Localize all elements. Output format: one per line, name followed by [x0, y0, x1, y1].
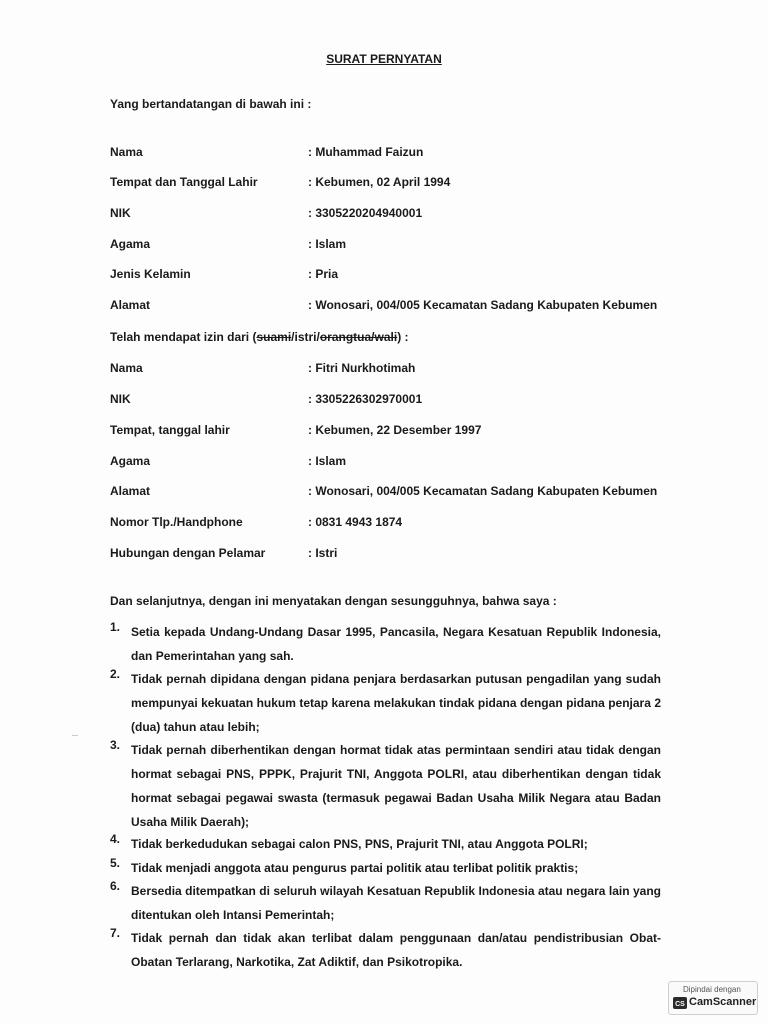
field-label: Tempat dan Tanggal Lahir: [110, 175, 258, 189]
camscanner-badge: [668, 981, 758, 1015]
field-value: : 0831 4943 1874: [308, 515, 403, 529]
person-row-religion: [110, 237, 670, 253]
person-row-address: [110, 298, 670, 314]
item-number: 2.: [110, 667, 121, 681]
field-value: : Wonosari, 004/005 Kecamatan Sadang Kabupaten Kebumen: [308, 484, 658, 498]
spouse-row-religion: [110, 454, 670, 470]
struck-option-suami: suami: [256, 330, 292, 344]
spouse-row-birth: [110, 423, 670, 439]
permission-prefix: Telah mendapat izin dari (: [110, 330, 257, 344]
logo-text: CS: [675, 1001, 685, 1008]
spouse-row-phone: [110, 515, 670, 531]
permission-suffix: ) :: [397, 330, 409, 344]
item-text: Setia kepada Undang-Undang Dasar 1995, Pancasila, Negara Kesatuan Republik Indonesia, dan Pemerintahan yang sah.: [131, 625, 661, 663]
item-number: 6.: [110, 879, 121, 893]
intro-text: Yang bertandatangan di bawah ini :: [110, 97, 312, 111]
field-value: : Kebumen, 02 April 1994: [308, 175, 451, 189]
spouse-row-relation: [110, 546, 670, 562]
item-number: 3.: [110, 738, 121, 752]
item-number: 1.: [110, 620, 121, 634]
field-value: : Kebumen, 22 Desember 1997: [308, 423, 482, 437]
item-text: Bersedia ditempatkan di seluruh wilayah Kesatuan Republik Indonesia atau negara lain yang ditentukan oleh Intansi Pemerintah;: [131, 884, 661, 922]
field-label: Nomor Tlp./Handphone: [110, 515, 243, 529]
field-value: : Istri: [308, 546, 338, 560]
scan-mark: [72, 735, 78, 736]
person-row-birth: [110, 175, 670, 191]
scanner-caption: Dipindai dengan: [683, 985, 741, 994]
person-row-gender: [110, 267, 670, 283]
item-text: Tidak pernah diberhentikan dengan hormat tidak atas permintaan sendiri atau tidak dengan hormat sebagai PNS, PPPK, Prajurit TNI, Anggota POLRI, atau diberhentikan dengan tidak hormat sebagai pegawai swasta (termasuk pegawai Badan Usaha Milik Negara atau Badan Usaha Milik Daerah);: [131, 743, 661, 829]
item-text: Tidak pernah dipidana dengan pidana penjara berdasarkan putusan pengadilan yang sudah mempunyai kekuatan hukum tetap karena melakukan tindak pidana dengan pidana penjara 2 (dua) tahun atau lebih;: [131, 672, 661, 734]
field-value: : Islam: [308, 237, 347, 251]
field-label: Agama: [110, 454, 151, 468]
field-label: Tempat, tanggal lahir: [110, 423, 230, 437]
field-label: Hubungan dengan Pelamar: [110, 546, 266, 560]
field-value: : 3305226302970001: [308, 392, 423, 406]
field-value: : Wonosari, 004/005 Kecamatan Sadang Kabupaten Kebumen: [308, 298, 658, 312]
field-label: Alamat: [110, 298, 151, 312]
field-value: : Islam: [308, 454, 347, 468]
field-label: NIK: [110, 392, 131, 406]
item-number: 5.: [110, 856, 121, 870]
statement-intro: Dan selanjutnya, dengan ini menyatakan dengan sesungguhnya, bahwa saya :: [110, 594, 557, 608]
field-value: : 3305220204940001: [308, 206, 423, 220]
spouse-row-name: [110, 361, 670, 377]
field-label: Agama: [110, 237, 151, 251]
field-value: : Muhammad Faizun: [308, 145, 424, 159]
person-row-name: [110, 145, 670, 161]
scanner-brand: CamScanner: [689, 996, 757, 1008]
permission-line: [110, 330, 409, 344]
item-text: Tidak berkedudukan sebagai calon PNS, PNS, Prajurit TNI, atau Anggota POLRI;: [131, 837, 588, 851]
person-row-nik: [110, 206, 670, 222]
field-label: NIK: [110, 206, 131, 220]
item-number: 4.: [110, 832, 121, 846]
field-label: Alamat: [110, 484, 151, 498]
item-text: Tidak menjadi anggota atau pengurus partai politik atau terlibat politik praktis;: [131, 861, 579, 875]
field-label: Jenis Kelamin: [110, 267, 191, 281]
field-value: : Fitri Nurkhotimah: [308, 361, 416, 375]
spouse-row-nik: [110, 392, 670, 408]
field-label: Nama: [110, 361, 143, 375]
field-label: Nama: [110, 145, 143, 159]
document-title: SURAT PERNYATAN: [326, 52, 442, 66]
item-text: Tidak pernah dan tidak akan terlibat dalam penggunaan dan/atau pendistribusian Obat-Obatan Terlarang, Narkotika, Zat Adiktif, dan Psikotropika.: [131, 931, 661, 969]
camscanner-logo-icon: [673, 997, 687, 1009]
spouse-row-address: [110, 484, 670, 500]
permission-selected: /istri/: [291, 330, 320, 344]
struck-option-orangtua-wali: orangtua/wali: [319, 330, 398, 344]
item-number: 7.: [110, 926, 121, 940]
field-value: : Pria: [308, 267, 339, 281]
